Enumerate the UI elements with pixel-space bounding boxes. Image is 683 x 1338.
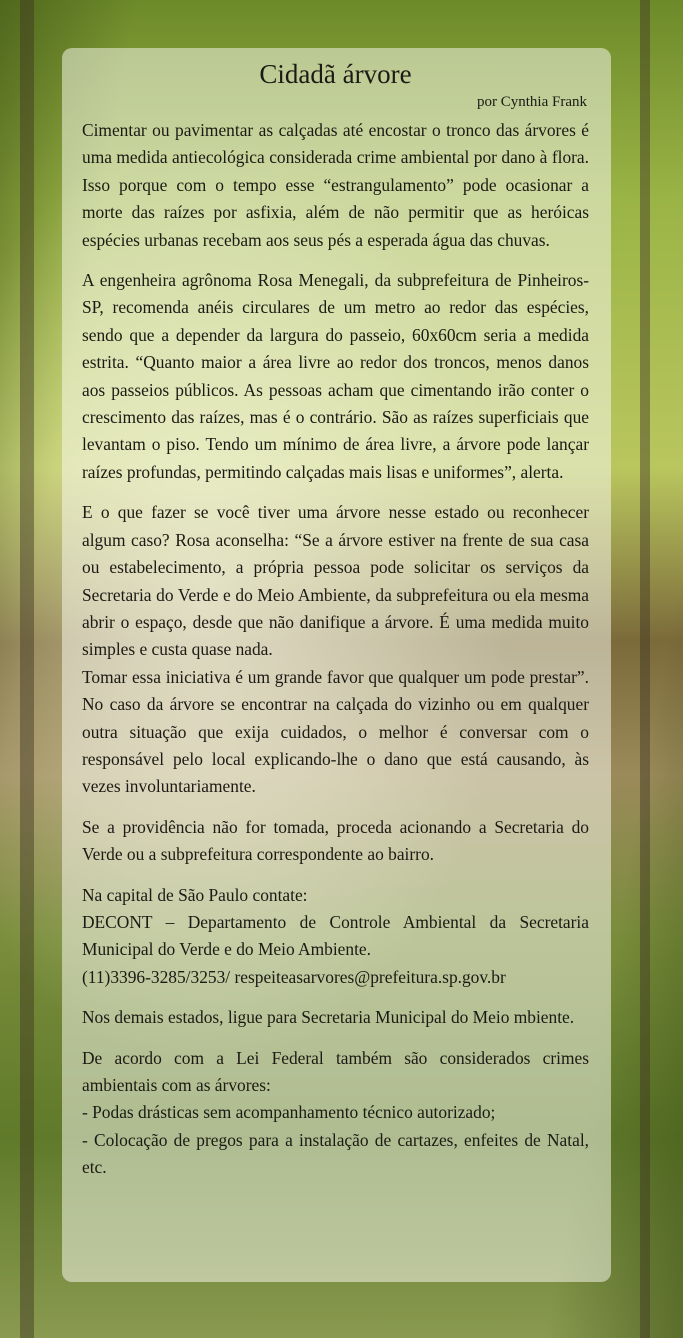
crimes-intro: De acordo com a Lei Federal também são considerados crimes ambientais com as árvores:: [82, 1047, 589, 1095]
crimes-block: [82, 1045, 589, 1182]
contact-block: [82, 882, 589, 992]
contact-phone: (11)3396-3285/3253/: [82, 966, 235, 987]
paragraph: [82, 499, 589, 800]
paragraph: Se a providência não for tomada, proceda acionando a Secretaria do Verde ou a subprefeitura correspondente ao bairro.: [82, 816, 589, 865]
crime-item: - Podas drásticas sem acompanhamento técnico autorizado;: [82, 1102, 496, 1123]
paragraph: Cimentar ou pavimentar as calçadas até encostar o tronco das árvores é uma medida antiecológica considerada crime ambiental por dano à flora. Isso porque com o tempo esse “estrangulamento” pode ocasionar a morte das raízes por asfixia, além de não permitir que as heróicas espécies urbanas recebam aos seus pés a esperada água das chuvas.: [82, 120, 589, 250]
background-tree-trunk: [640, 0, 650, 1338]
author-byline: por Cynthia Frank: [477, 94, 587, 110]
contact-email-link[interactable]: respeiteasarvores@prefeitura.sp.gov.br: [234, 966, 506, 987]
paragraph-text: E o que fazer se você tiver uma árvore nesse estado ou reconhecer algum caso? Rosa aconselha: “Se a árvore estiver na frente de sua casa ou estabelecimento, a própria pessoa pode solicitar os serviços da Secretaria do Verde e do Meio Ambiente, da subprefeitura ou ela mesma abrir o espaço, desde que não danifique a árvore. É uma medida muito simples e custa quase nada.: [82, 502, 589, 660]
contact-org: DECONT – Departamento de Controle Ambiental da Secretaria Municipal do Verde e do Meio Ambiente.: [82, 911, 589, 960]
article-panel: [62, 48, 611, 1282]
paragraph-text: Tomar essa iniciativa é um grande favor que qualquer um pode prestar”. No caso da árvore se encontrar na calçada do vizinho ou em qualquer outra situação que exija cuidados, o melhor é conversar com o responsável pelo local explicando-lhe o dano que está causando, às vezes involuntariamente.: [82, 666, 589, 797]
contact-intro: Na capital de São Paulo contate:: [82, 884, 308, 905]
background-tree-trunk: [20, 0, 34, 1338]
crime-item: - Colocação de pregos para a instalação de cartazes, enfeites de Natal, etc.: [82, 1129, 589, 1178]
paragraph: A engenheira agrônoma Rosa Menegali, da subprefeitura de Pinheiros-SP, recomenda anéis circulares de um metro ao redor das espécies, sendo que a depender da largura do passeio, 60x60cm seria a medida estrita. “Quanto maior a área livre ao redor dos troncos, menos danos aos passeios públicos. As pessoas acham que cimentando irão conter o crescimento das raízes, mas é o contrário. São as raízes superficiais que levantam o piso. Tendo um mínimo de área livre, a árvore pode lançar raízes profundas, permitindo calçadas mais lisas e uniformes”, alerta.: [82, 270, 589, 482]
paragraph: Nos demais estados, ligue para Secretaria Municipal do Meio mbiente.: [82, 1007, 575, 1028]
article-title: Cidadã árvore: [259, 59, 412, 89]
